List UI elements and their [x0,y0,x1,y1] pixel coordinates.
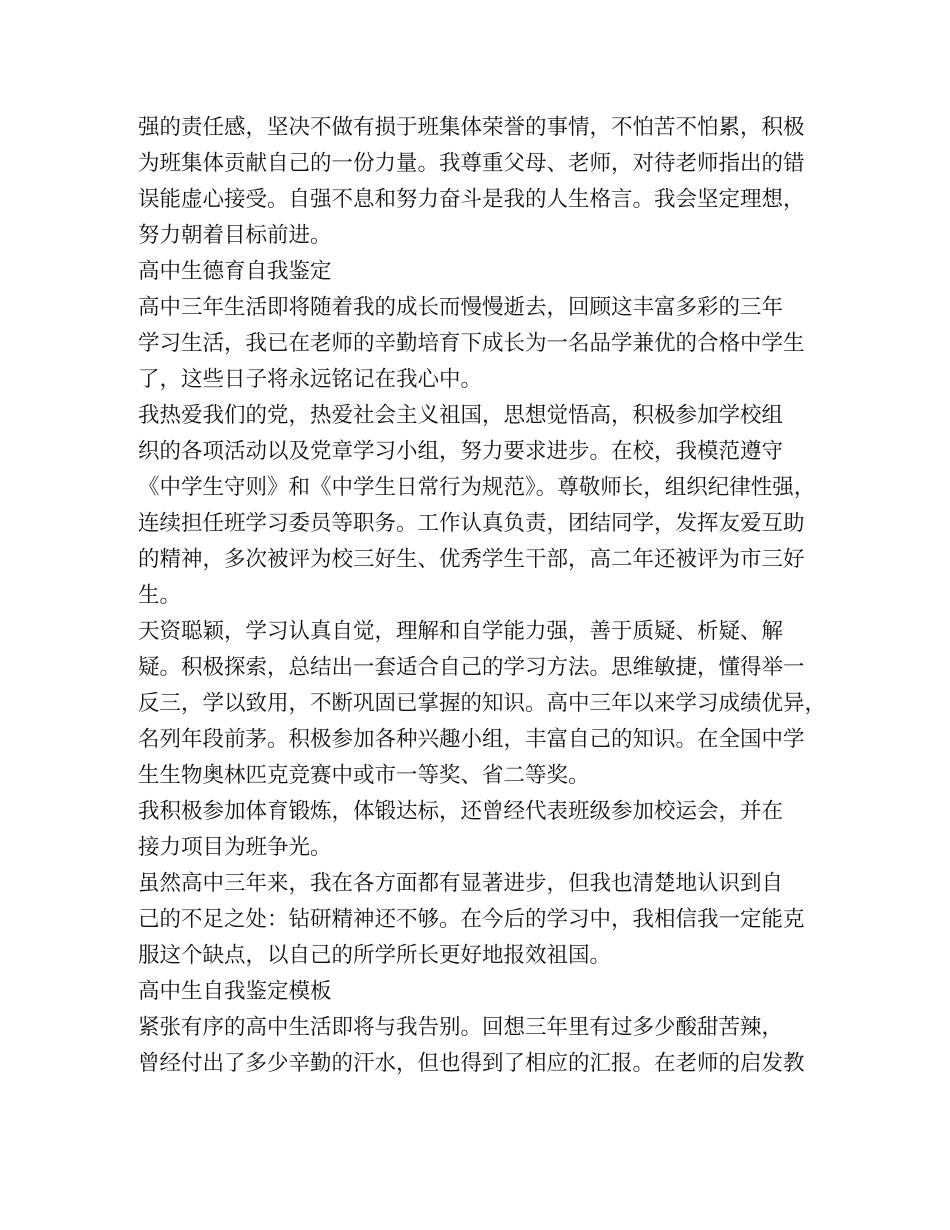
text-line: 生。 [138,583,182,608]
text-line: 努力朝着目标前进。 [138,223,332,248]
text-line: 我积极参加体育锻炼，体锻达标，还曾经代表班级参加校运会，并在 [138,799,784,824]
text-line: 接力项目为班争光。 [138,835,332,860]
text-line: 天资聪颖，学习认真自觉，理解和自学能力强，善于质疑、析疑、解 [138,619,784,644]
text-line: 的精神，多次被评为校三好生、优秀学生干部，高二年还被评为市三好 [138,547,805,572]
text-line: 高中三年生活即将随着我的成长而慢慢逝去，回顾这丰富多彩的三年 [138,295,784,320]
text-line: 虽然高中三年来，我在各方面都有显著进步，但我也清楚地认识到自 [138,871,784,896]
text-line: 为班集体贡献自己的一份力量。我尊重父母、老师，对待老师指出的错 [138,151,805,176]
text-line: 生生物奥林匹克竞赛中或市一等奖、省二等奖。 [138,763,590,788]
text-line: 我热爱我们的党，热爱社会主义祖国，思想觉悟高，积极参加学校组 [138,403,784,428]
text-line: 学习生活，我已在老师的辛勤培育下成长为一名品学兼优的合格中学生 [138,331,805,356]
text-line: 服这个缺点，以自己的所学所长更好地报效祖国。 [138,943,612,968]
text-line: 强的责任感，坚决不做有损于班集体荣誉的事情，不怕苦不怕累，积极 [138,115,805,140]
text-line: 连续担任班学习委员等职务。工作认真负责，团结同学，发挥友爱互助 [138,511,805,536]
text-line: 《中学生守则》和《中学生日常行为规范》。尊敬师长，组织纪律性强， [138,475,816,500]
text-line: 误能虚心接受。自强不息和努力奋斗是我的人生格言。我会坚定理想， [138,187,805,212]
text-line: 疑。积极探索，总结出一套适合自己的学习方法。思维敏捷，懂得举一 [138,655,805,680]
text-line: 反三，学以致用，不断巩固已掌握的知识。高中三年以来学习成绩优异， [138,691,827,716]
section-heading: 高中生德育自我鉴定 [138,259,332,284]
text-line: 紧张有序的高中生活即将与我告别。回想三年里有过多少酸甜苦辣， [138,1015,784,1040]
text-line: 己的不足之处：钻研精神还不够。在今后的学习中，我相信我一定能克 [138,907,805,932]
text-line: 名列年段前茅。积极参加各种兴趣小组，丰富自己的知识。在全国中学 [138,727,805,752]
section-heading: 高中生自我鉴定模板 [138,979,332,1004]
text-line: 曾经付出了多少辛勤的汗水，但也得到了相应的汇报。在老师的启发教 [138,1051,805,1076]
text-line: 了，这些日子将永远铭记在我心中。 [138,367,483,392]
text-line: 织的各项活动以及党章学习小组，努力要求进步。在校，我模范遵守 [138,439,784,464]
